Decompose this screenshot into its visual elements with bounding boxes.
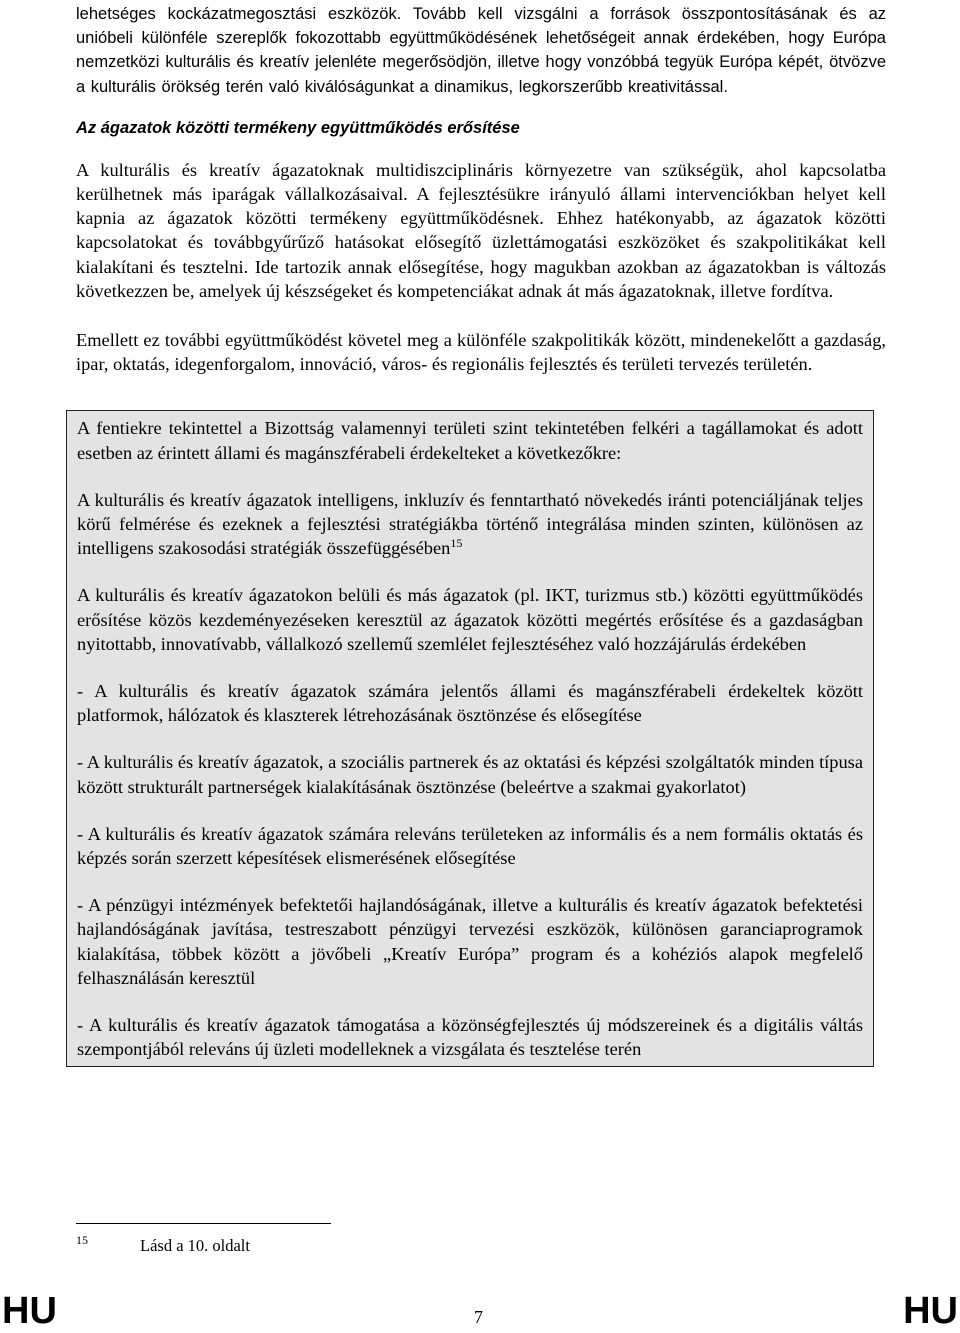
box-item-4: - A kulturális és kreatív ágazatok, a szociális partnerek és az oktatási és képzési szolgáltatók minden típusa között strukturált partnerségek kialakításának ösztönzése (beleértve a szakmai gyakorlatot) xyxy=(77,752,863,797)
language-code-right: HU xyxy=(903,1290,958,1332)
box-item-6: - A pénzügyi intézmények befektetői hajlandóságának, illetve a kulturális és kreatív ágazatok befektetési hajlandóságának javítása, testreszabott pénzügyi tervezési eszközök, különösen garanciaprogramok kialakítása, többek között a jövőbeli „Kreatív Európa” program és a kohéziós alapok megfelelő felhasználásán keresztül xyxy=(77,895,863,988)
document-page xyxy=(76,0,886,1067)
box-item-1-text: A kulturális és kreatív ágazatok intelligens, inkluzív és fenntartható növekedés iránti potenciáljának teljes körű felmérése és ezeknek a fejlesztési stratégiákba történő integrálása minden szinten, különösen az intelligens szakosodási stratégiák összefüggésében xyxy=(77,489,863,559)
page-number: 7 xyxy=(474,1307,483,1327)
box-item-5: - A kulturális és kreatív ágazatok számára releváns területeken az informális és a nem formális oktatás és képzés során szerzett képesítések elismerésének elősegítése xyxy=(77,823,863,869)
box-intro: A fentiekre tekintettel a Bizottság valamennyi területi szint tekintetében felkéri a tagállamokat és adott esetben az érintett állami és magánszférabeli érdekelteket a következőkre: xyxy=(77,418,863,463)
box-item-7: - A kulturális és kreatív ágazatok támogatása a közönségfejlesztés új módszereinek és a digitális váltás szempontjából releváns új üzleti modelleknek a vizsgálata és tesztelése terén xyxy=(77,1015,863,1060)
box-item-1 xyxy=(77,488,863,561)
footnote-reference: 15 xyxy=(450,536,463,551)
language-code-left: HU xyxy=(2,1290,57,1332)
body-paragraph-1: A kulturális és kreatív ágazatoknak multidiszciplináris környezetre van szükségük, ahol kapcsolatba kerülhetnek más iparágak vállalkozásaival. A fejlesztésükre irányuló állami intervenciókban helyet kell kapnia az ágazatok közötti termékeny együttműködésnek. Ehhez hatékonyabb, az ágazatok közötti kapcsolatokat és továbbgyűrűző hatásokat elősegítő üzlettámogatási eszközöket és szakpolitikákat kell kialakítani és tesztelni. Ide tartozik annak elősegítése, hogy magukban azokban az ágazatokban is változás következzen be, amelyek új készségeket és kompetenciákat adnak át más ágazatoknak, illetve fordítva. xyxy=(76,159,886,301)
intro-paragraph: lehetséges kockázatmegosztási eszközök. Tovább kell vizsgálni a források összpontosításának és az unióbeli különféle szereplők fokozottabb együttműködésének lehetőségeit annak érdekében, hogy Európa nemzetközi kulturális és kreatív jelenléte megerősödjön, illetve hogy vonzóbbá tegyük Európa képét, ötvözve a kulturális örökség terén való kiválóságunkat a dinamikus, legkorszerűbb kreativitással. xyxy=(76,5,886,96)
footnote-separator xyxy=(76,1223,331,1224)
footnote-text: Lásd a 10. oldalt xyxy=(140,1236,250,1255)
box-item-2: A kulturális és kreatív ágazatokon belüli és más ágazatok (pl. IKT, turizmus stb.) közötti együttműködés erősítése közös kezdeményezéseken keresztül az ágazatok közötti megértés erősítése és a gazdaságban nyitottabb, innovatívabb, vállalkozó szellemű szemlélet fejlesztéséhez való hozzájárulás érdekében xyxy=(77,585,863,654)
recommendations-box xyxy=(66,410,874,1066)
body-paragraph-2: Emellett ez további együttműködést követel meg a különféle szakpolitikák között, mindenekelőtt a gazdaság, ipar, oktatás, idegenforgalom, innováció, város- és regionális fejlesztés és területi tervezés területén. xyxy=(76,330,886,375)
footnote-number: 15 xyxy=(76,1233,88,1247)
box-item-3: - A kulturális és kreatív ágazatok számára jelentős állami és magánszférabeli érdekeltek között platformok, hálózatok és klaszterek létrehozásának ösztönzése és elősegítése xyxy=(77,681,863,726)
section-heading: Az ágazatok közötti termékeny együttműködés erősítése xyxy=(76,118,520,137)
